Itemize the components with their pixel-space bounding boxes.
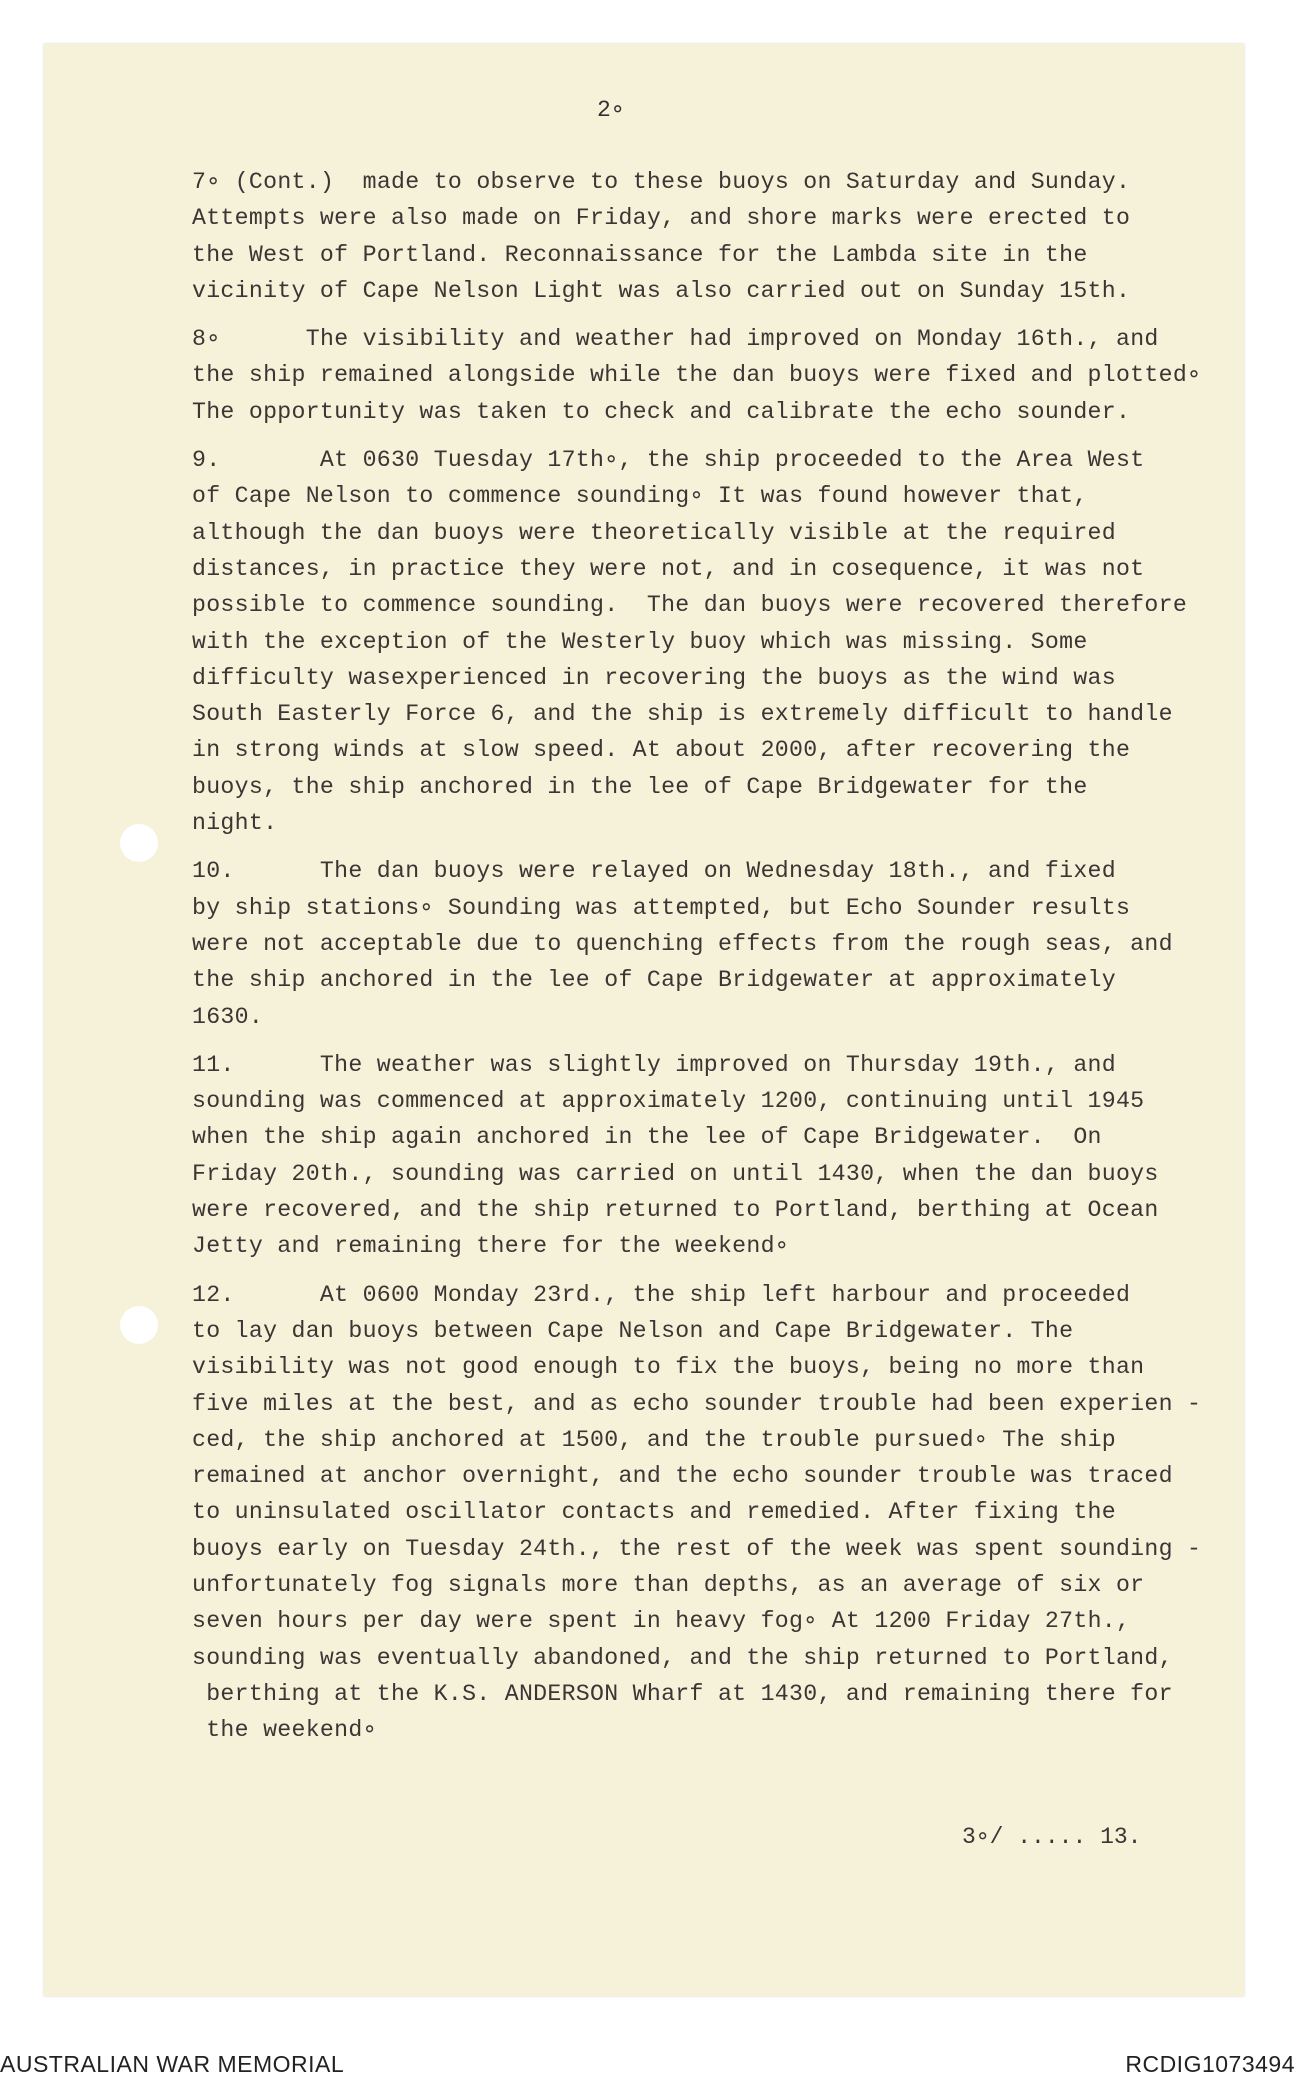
text-line: of Cape Nelson to commence sounding∘ It was found however that, <box>192 483 1088 510</box>
text-line: distances, in practice they were not, and in cosequence, it was not <box>192 555 1145 582</box>
text-line: ced, the ship anchored at 1500, and the trouble pursued∘ The ship <box>192 1426 1117 1453</box>
text-line: 7∘ (Cont.) made to observe to these buoys on Saturday and Sunday. <box>192 169 1131 195</box>
text-line: 9. At 0630 Tuesday 17th∘, the ship proceeded to the Area West <box>192 447 1145 474</box>
paragraph <box>192 321 1232 430</box>
text-line: buoys, the ship anchored in the lee of Cape Bridgewater for the <box>192 773 1088 800</box>
archive-identifier: RCDIG1073494 <box>1125 2051 1295 2077</box>
paragraph <box>192 1047 1232 1265</box>
punch-hole-top <box>120 824 158 862</box>
text-line: night. <box>192 810 278 837</box>
text-line: sounding was eventually abandoned, and the ship returned to Portland, <box>192 1644 1173 1671</box>
text-line: difficulty wasexperienced in recovering the buoys as the wind was <box>192 664 1116 691</box>
text-line: unfortunately fog signals more than depths, as an average of six or <box>192 1571 1145 1598</box>
text-line: seven hours per day were spent in heavy fog∘ At 1200 Friday 27th., <box>192 1608 1131 1635</box>
text-line: the West of Portland. Reconnaissance for the Lambda site in the <box>192 241 1088 268</box>
archive-caption: AUSTRALIAN WAR MEMORIAL <box>0 2051 345 2077</box>
text-line: when the ship again anchored in the lee of Cape Bridgewater. On <box>192 1124 1102 1151</box>
text-line: to uninsulated oscillator contacts and remedied. After fixing the <box>192 1499 1116 1526</box>
text-line: Jetty and remaining there for the weekend∘ <box>192 1233 790 1260</box>
continuation-reference: 3∘/ ..... 13. <box>962 1824 1142 1850</box>
document-body <box>192 164 1232 1760</box>
text-line: 1630. <box>192 1003 264 1030</box>
paragraph <box>192 442 1232 841</box>
text-line: Attempts were also made on Friday, and shore marks were erected to <box>192 205 1131 232</box>
text-line: 10. The dan buoys were relayed on Wednesday 18th., and fixed <box>192 858 1116 885</box>
paragraph <box>192 1277 1232 1749</box>
text-line: South Easterly Force 6, and the ship is extremely difficult to handle <box>192 701 1173 728</box>
text-line: by ship stations∘ Sounding was attempted, but Echo Sounder results <box>192 894 1131 921</box>
text-line: were not acceptable due to quenching effects from the rough seas, and <box>192 930 1173 957</box>
page-number: 2∘ <box>597 97 625 123</box>
paragraph <box>192 164 1232 309</box>
punch-hole-bottom <box>120 1306 158 1344</box>
text-line: the ship anchored in the lee of Cape Bridgewater at approximately <box>192 967 1116 994</box>
text-line: visibility was not good enough to fix the buoys, being no more than <box>192 1354 1145 1381</box>
text-line: 12. At 0600 Monday 23rd., the ship left harbour and proceeded <box>192 1281 1131 1308</box>
text-line: the ship remained alongside while the dan buoys were fixed and plotted∘ <box>192 362 1202 389</box>
text-line: were recovered, and the ship returned to Portland, berthing at Ocean <box>192 1197 1159 1224</box>
text-line: buoys early on Tuesday 24th., the rest of the week was spent sounding - <box>192 1535 1202 1562</box>
paragraph <box>192 853 1232 1034</box>
text-line: Friday 20th., sounding was carried on until 1430, when the dan buoys <box>192 1160 1159 1187</box>
text-line: sounding was commenced at approximately 1200, continuing until 1945 <box>192 1088 1145 1115</box>
text-line: remained at anchor overnight, and the echo sounder trouble was traced <box>192 1463 1173 1490</box>
text-line: in strong winds at slow speed. At about 2000, after recovering the <box>192 737 1131 764</box>
text-line: possible to commence sounding. The dan buoys were recovered therefore <box>192 592 1188 619</box>
text-line: berthing at the K.S. ANDERSON Wharf at 1430, and remaining there for <box>192 1680 1173 1707</box>
text-line: with the exception of the Westerly buoy which was missing. Some <box>192 628 1088 655</box>
text-line: 11. The weather was slightly improved on Thursday 19th., and <box>192 1051 1116 1078</box>
text-line: The opportunity was taken to check and calibrate the echo sounder. <box>192 398 1131 425</box>
text-line: to lay dan buoys between Cape Nelson and Cape Bridgewater. The <box>192 1317 1074 1344</box>
text-line: five miles at the best, and as echo sounder trouble had been experien - <box>192 1390 1202 1417</box>
text-line: vicinity of Cape Nelson Light was also carried out on Sunday 15th. <box>192 277 1131 304</box>
text-line: the weekend∘ <box>192 1717 377 1744</box>
text-line: although the dan buoys were theoretically visible at the required <box>192 519 1116 546</box>
text-line: 8∘ The visibility and weather had improved on Monday 16th., and <box>192 326 1159 353</box>
